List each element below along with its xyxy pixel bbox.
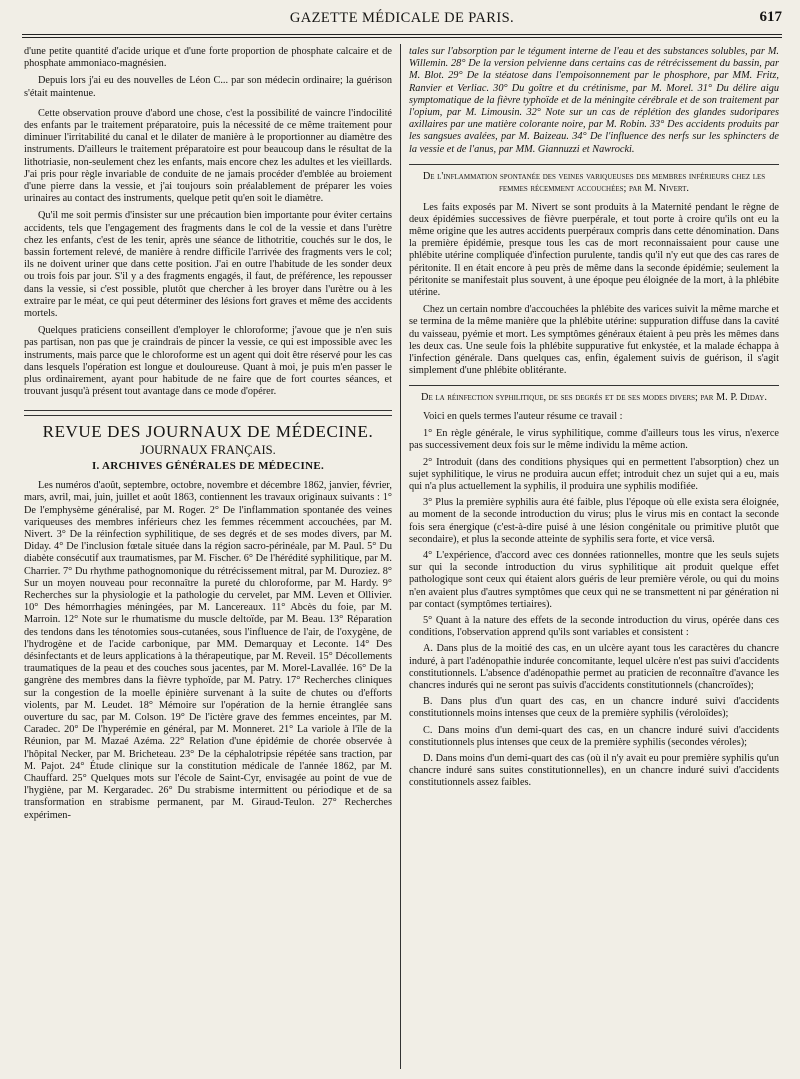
continued-list: tales sur l'absorption par le tégument interne de l'eau et des substances solubles, par M. Willemin. 28° De la version pelvienne dans certains cas de rétrécissement du bassin, par M. Blot. 29° De la stéatose dans l'empoisonnement par le phosphore, par MM. Fritz, Ranvier et Verliac. 30° Du goître et du crétinisme, par M. Morel. 31° Du délire aigu symptomatique de la fièvre typhoïde et de la méningite cérébrale et de son traitement par l'opium, par M. Limousin. 32° Note sur un cas de réplétion des glandes sudoripares axillaires par une matière colorante noire, par M. Robin. 33° Des accidents produits par les sangsues avalées, par M. Baizeau. 34° De l'influence des nerfs sur les sphincters de la vessie et de l'anus, par MM. Giannuzzi et Nawrocki. <box>409 46 779 155</box>
body-paragraph: Cette observation prouve d'abord une chose, c'est la possibilité de vaincre l'indocilité des enfants par le traitement préparatoire, puis la nécessité de ce même traitement pour diminuer l'irritabilité du canal et le dilater de manière à le proportionner au diamètre des instruments. D'ailleurs le traitement préparatoire est pour beaucoup dans le résultat de la lithotriasie, non-seulement chez les enfants, mais encore chez les adultes et les vieillards. J'ai pris pour règle invariable de conduite de ne jamais procéder d'emblée au broiement d'une pierre dans la vessie, et j'ai toujours soin préalablement de préparer les voies urinaires au contact des instruments, quelque petit qu'en soit le diamètre. <box>24 107 392 205</box>
review-rule <box>24 410 392 414</box>
opening-paragraph: d'une petite quantité d'acide urique et d'une forte proportion de phosphate calcaire et de phosphate ammoniaco-magnésien. <box>24 46 392 70</box>
body-paragraph: Qu'il me soit permis d'insister sur une précaution bien importante pour éviter certains accidents, tels que l'engagement des fragments dans le col de la vessie et dans l'urètre chez les enfants, c'est de les tenir, après une séance de lithotritie, couchés sur le dos, le bassin fortement relevé, de manière à rendre difficile l'arrivée des fragments vers le col; ils ne doivent uriner que dans cette position. J'ai en outre l'habitude de les sonder deux ou trois fois par jour. S'il y a des fragments engagés, il faut, de préférence, les repousser dans la vessie, si c'est possible, plutôt que chercher à les broyer dans l'urètre ou à les extraire par le méat, ce qui peut déterminer des lésions fort graves et même des accidents mortels. <box>24 210 392 320</box>
header-rule-double <box>22 37 782 38</box>
body-paragraph: Quelques praticiens conseillent d'employer le chloroforme; j'avoue que je n'en suis pas partisan, non pas que je craindrais de pincer la vessie, ce qui est impossible avec les instruments, mais parce que le chloroforme est un agent qui doit être réservé pour les cas dans lesquels l'opération est longue et douloureuse. Quant à moi, je puis m'en passer le plus ordinairement, ayant pour habitude de ne faire que de fort courtes séances, et trouvant jusqu'à présent tout avantage dans ce mode d'opérer. <box>24 325 392 398</box>
review-section-heading: I. ARCHIVES GÉNÉRALES DE MÉDECINE. <box>91 459 325 472</box>
review-paragraph: Les numéros d'août, septembre, octobre, novembre et décembre 1862, janvier, février, mars, avril, mai, juin, juillet et août 1863, contiennent les travaux originaux suivants : 1° De l'emphysème généralisé, par M. Roger. 2° De l'inflammation spontanée des veines variqueuses des membres inférieurs chez les femmes récemment accouchées, par M. Nivert. 3° De la réinfection syphilitique, de ses degrés et de ses modes divers, par M. Diday. 4° De l'inclusion fœtale située dans la région sacro-périnéale, par M. Paul. 5° Du diabète consécutif aux traumatismes, par M. Fischer. 6° De l'hérédité syphilitique, par M. Charrier. 7° Du rhythme pathognomonique du rétrécissement mitral, par M. Duroziez. 8° Sur un moyen nouveau pour reconnaître la pureté du chloroforme, par M. Hardy. 9° Recherches sur la physiologie et la pathologie du cervelet, par MM. Leven et Ollivier. 10° Des hémorrhagies méningées, par M. Lancereaux. 11° Abcès du foie, par M. Marroin. 12° Note sur le rhumatisme du muscle deltoïde, par M. Beau. 13° Réparation des tendons dans les ténotomies sous-cutanées, sous l'influence de l'air, de l'oxygène, de l'hydrogène et de l'acide carbonique, par MM. Demarquay et Leconte. 14° Des désinfectants et de leurs applications à la thérapeutique, par M. Reveil. 15° Décollements traumatiques de la peau et des couches sous jacentes, par M. Morel-Lavallée. 16° De la gangrène des membres dans la fièvre typhoïde, par M. Patry. 17° Recherches cliniques sur la congestion de la moelle épinière survenant à la suite de chutes ou d'efforts violents, par M. Leudet. 18° Mémoire sur l'opération de la hernie étranglée sans ouverture du sac, par M. Colson. 19° De l'ictère grave des femmes enceintes, par M. Caradec. 20° De l'hyperémie en général, par M. Monneret. 21° La variole à l'île de la Réunion, par M. Mazaé Azéma. 22° Relation d'une épidémie de chorée observée à l'hôpital Necker, par M. Bricheteau. 23° De la céphalotripsie répétée sans traction, par M. Pajot. 24° Étude clinique sur la constitution médicale de l'année 1862, par M. Chauffard. 25° Quelques mots sur l'école de Saint-Cyr, envisagée au point de vue de l'hygiène, par M. Kergaradec. 26° Du strabisme intermittent ou périodique et de sa transformation en strabisme permanent, par M. Giraud-Teulon. 27° Recherches expérimen- <box>24 480 392 821</box>
list-item: D. Dans moins d'un demi-quart des cas (où il n'y avait eu pour première syphilis qu'un chancre induré sans suites constitutionnelles), en un chancre induré suivi d'accidents constitutionnels assez faibles. <box>409 752 779 789</box>
right-column <box>409 46 779 794</box>
list-item: 3° Plus la première syphilis aura été faible, plus l'époque où elle exista sera éloignée, au moment de la seconde introduction du virus; plus le virus mis en contact la seconde fois sera énergique (c'est-à-dire puisé à une lésion congénitale ou primitive plutôt que secondaire), et plus la seconde atteinte de syphilis sera forte, et vice versâ. <box>409 497 779 545</box>
article-rule <box>409 164 779 165</box>
left-column <box>24 46 392 827</box>
article-title: De l'inflammation spontanée des veines variqueuses des membres inférieurs chez les femmes récemment accouchées; par M. Nivert. <box>422 170 766 195</box>
article-rule <box>409 385 779 386</box>
article-intro: Voici en quels termes l'auteur résume ce travail : <box>423 410 623 422</box>
running-title: GAZETTE MÉDICALE DE PARIS. <box>289 10 515 26</box>
list-item: B. Dans plus d'un quart des cas, en un chancre induré suivi d'accidents constitutionnels moins intenses que ceux de la première syphilis (véroloïdes); <box>409 696 779 720</box>
header-rule <box>22 34 782 35</box>
opening-paragraph: Depuis lors j'ai eu des nouvelles de Léon C... par son médecin ordinaire; la guérison s'était maintenue. <box>24 75 392 99</box>
page-number: 617 <box>759 9 782 25</box>
list-item: 4° L'expérience, d'accord avec ces données rationnelles, montre que les seuls sujets sur qui la seconde introduction du virus syphilitique ait produit quelque effet pathologique sont ceux qui étaient alors guéris de leur première vérole, ou qui du moins n'en avaient plus d'autres symptômes que ceux qui ne se transmettent ni par génération ni par contact (symptômes tertiaires). <box>409 549 779 610</box>
column-divider <box>400 44 401 1069</box>
page-header <box>22 6 782 30</box>
list-item: 5° Quant à la nature des effets de la seconde introduction du virus, opérée dans ces conditions, l'observation apprend qu'ils sont variables et consistent : <box>409 614 779 639</box>
review-rule-double <box>24 415 392 416</box>
review-title: REVUE DES JOURNAUX DE MÉDECINE. <box>42 422 374 442</box>
article-title: De la réinfection syphilitique, de ses degrés et de ses modes divers; par M. P. Diday. <box>421 392 767 404</box>
article-paragraph: Les faits exposés par M. Nivert se sont produits à la Maternité pendant le règne de deux épidémies successives de fièvre puerpérale, et tout porte à croire qu'ils ont eu la même origine que les autres accidents puerpéraux compris dans cette dénomination. Dans la première épidémie, presque tous les cas de mort reconnaissaient pour cause une phlébite utérine compliquée d'infection purulente, tandis qu'il n'y eut que des cas rares de péritonite. Il en était encore à peu près de même dans la seconde épidémie; seulement la péritonite se manifestait plus souvent, à une époque peu éloignée de la mort, à la phlébite utérine. <box>409 201 779 299</box>
list-item: 2° Introduit (dans des conditions physiques qui en permettent l'absorption) chez un sujet syphilitique, le virus ne produira aucun effet; introduit chez un sujet qui a eu, mais qui n'a plus actuellement la syphilis, il produira une syphilis modifiée. <box>409 456 779 492</box>
article-paragraph: Chez un certain nombre d'accouchées la phlébite des varices suivit la même marche et se termina de la même manière que la phlébite utérine: suppuration diffuse dans la cavité du vaisseau, pyémie et mort. Les symptômes généraux étaient à peu près les mêmes dans les deux cas. Une seule fois la phlébite suppurative fut enkystée, et la malade échappa à l'infection générale. Dans quelques cas, enfin, également suivis de guérison, il s'agit simplement d'une phlébite oblitérante. <box>409 304 779 377</box>
review-subtitle: JOURNAUX FRANÇAIS. <box>140 442 276 457</box>
list-item: A. Dans plus de la moitié des cas, en un ulcère ayant tous les caractères du chancre induré, à part l'adénopathie indurée concomitante, lequel ulcère n'est pas suivi d'accidents constitutionnels. L'absence d'adénopathie permet au praticien de reconnaître d'avance les chancres indurés qui ne seront pas suivis d'accidents constitutionnels (chancroïdes); <box>409 643 779 691</box>
list-item: 1° En règle générale, le virus syphilitique, comme d'ailleurs tous les virus, n'exerce pas successivement deux fois sur le même individu la même action. <box>409 428 779 452</box>
list-item: C. Dans moins d'un demi-quart des cas, en un chancre induré suivi d'accidents constitutionnels plus intenses que ceux de la première syphilis (secondes véroles); <box>409 724 779 748</box>
